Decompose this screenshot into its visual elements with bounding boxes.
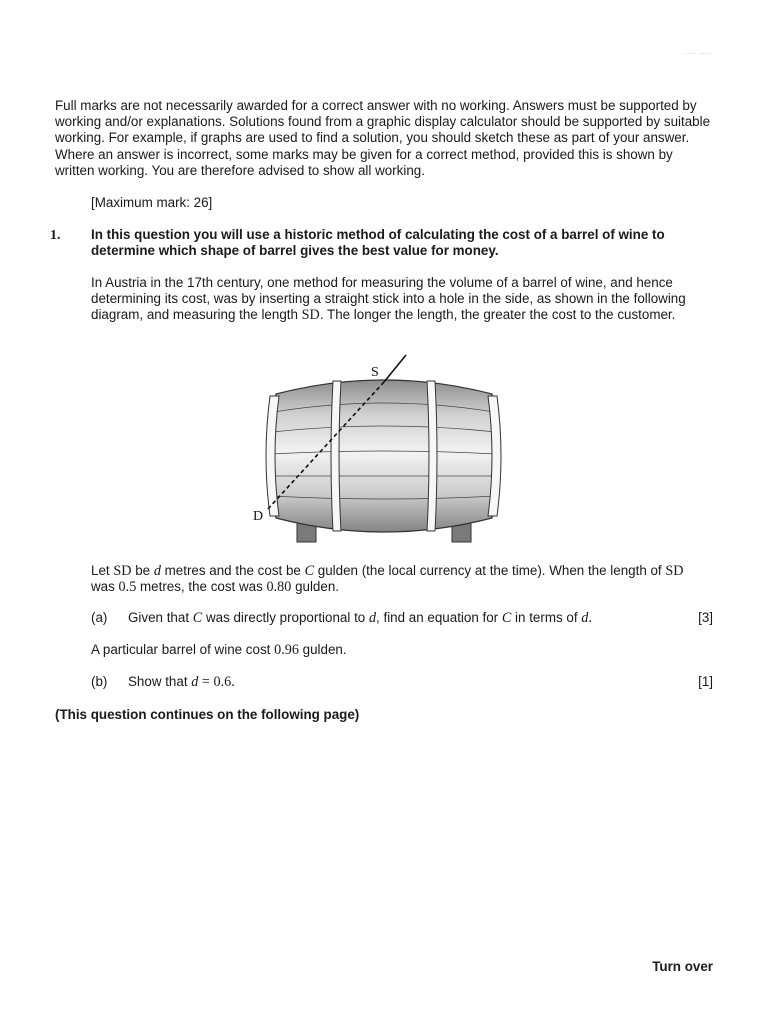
label-d: D — [253, 509, 264, 524]
letsd-t3: metres and the cost be — [160, 563, 305, 578]
var-d: d — [581, 610, 589, 626]
question-number: 1. — [50, 228, 61, 243]
barrel-diagram — [250, 350, 512, 546]
letsd-t2: be — [131, 563, 154, 578]
letsd-t7: gulden. — [291, 579, 339, 595]
pa-t1: Given that — [128, 610, 193, 625]
part-a-marks: [3] — [698, 610, 713, 625]
pa-t4: in terms of — [511, 610, 582, 625]
context-text-2: . The longer the length, the greater the cost to the customer. — [319, 307, 676, 323]
part-a-label: (a) — [91, 610, 108, 625]
sd-symbol: SD — [301, 307, 320, 324]
maximum-mark: [Maximum mark: 26] — [91, 195, 213, 210]
question-context — [91, 275, 711, 324]
var-c: C — [192, 610, 203, 626]
letsd-t5: was — [91, 579, 119, 595]
bc-t1: A particular barrel of wine cost — [91, 642, 275, 657]
barrel-cost-value: 0.96 — [274, 642, 299, 658]
hoop-left-center — [331, 381, 341, 531]
pb-t2: . — [231, 674, 235, 690]
letsd-t4: gulden (the local currency at the time). When the length of — [314, 563, 666, 578]
sd-symbol: SD — [665, 563, 684, 579]
pa-t3: , find an equation for — [376, 610, 502, 625]
var-d: d — [153, 563, 161, 579]
part-b-marks: [1] — [698, 674, 713, 689]
length-value: 0.5 — [118, 579, 137, 596]
paper-code: ---- ---- — [685, 51, 712, 57]
var-d: d — [191, 674, 199, 690]
var-c: C — [304, 563, 315, 579]
part-a — [91, 610, 713, 628]
barrel-cost-statement — [91, 642, 347, 658]
context-text-1: In Austria in the 17th century, one method for measuring the volume of a barrel of wine, and hence determining its cost, was by inserting a straight stick into a hole in the side, as shown in the following diagram, and measuring the length — [91, 275, 686, 323]
bc-t2: gulden. — [298, 642, 347, 657]
part-b-text — [128, 674, 235, 690]
let-sd-paragraph — [91, 563, 711, 595]
part-b — [91, 674, 713, 692]
sd-symbol: SD — [113, 563, 132, 579]
stick-outside — [384, 355, 406, 382]
turn-over: Turn over — [652, 959, 713, 974]
var-c: C — [501, 610, 512, 626]
part-b-label: (b) — [91, 674, 108, 689]
cost-value: 0.80 — [266, 579, 292, 596]
pb-eq: = 0.6 — [198, 674, 232, 690]
hoop-right-center — [427, 381, 437, 531]
letsd-t1: Let — [91, 563, 114, 578]
pa-t2: was directly proportional to — [202, 610, 369, 625]
part-a-text — [128, 610, 592, 626]
pb-t1: Show that — [128, 674, 192, 689]
question-intro: In this question you will use a historic method of calculating the cost of a barrel of wine to determine which shape of barrel gives the best value for money. — [91, 227, 665, 259]
var-d: d — [368, 610, 377, 626]
pa-t5: . — [588, 610, 592, 626]
instructions-paragraph: Full marks are not necessarily awarded for a correct answer with no working. Answers must be supported by working and/or explanations. Solutions found from a graphic display calculator should be supported by suitable working. For example, if graphs are used to find a solution, you should sketch these as part of your answer. Where an answer is incorrect, some marks may be given for a correct method, provided this is shown by written working. You are therefore advised to show all working. — [55, 98, 711, 178]
label-s: S — [371, 365, 379, 380]
letsd-t6: metres, the cost was — [136, 579, 267, 595]
continues-note: (This question continues on the following page) — [55, 707, 360, 722]
